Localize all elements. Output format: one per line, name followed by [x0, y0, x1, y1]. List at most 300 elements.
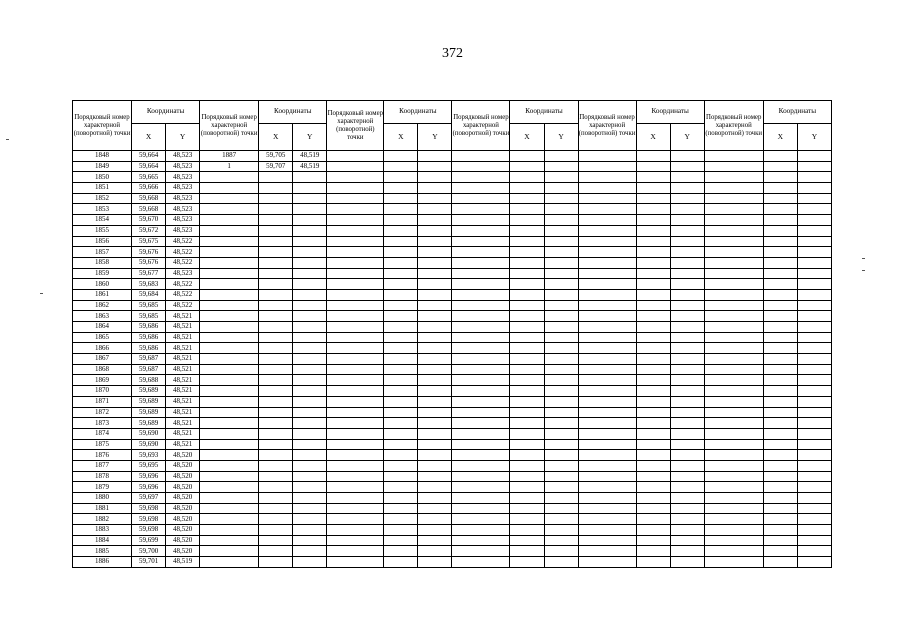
empty-cell	[200, 482, 259, 493]
empty-cell	[200, 183, 259, 194]
empty-cell	[763, 546, 797, 557]
empty-cell	[293, 471, 327, 482]
empty-cell	[327, 322, 384, 333]
empty-cell	[670, 322, 704, 333]
empty-cell	[578, 428, 636, 439]
empty-cell	[418, 247, 452, 258]
y-coordinate-cell: 48,522	[166, 300, 200, 311]
table-row	[73, 503, 832, 514]
empty-cell	[670, 546, 704, 557]
y-coordinate-cell: 48,523	[166, 193, 200, 204]
empty-cell	[797, 204, 831, 215]
table-row	[73, 332, 832, 343]
x-header: X	[384, 124, 418, 151]
empty-cell	[200, 439, 259, 450]
empty-cell	[636, 460, 670, 471]
empty-cell	[544, 268, 578, 279]
empty-cell	[452, 407, 510, 418]
empty-cell	[418, 236, 452, 247]
empty-cell	[544, 471, 578, 482]
empty-cell	[293, 386, 327, 397]
empty-cell	[200, 493, 259, 504]
empty-cell	[418, 482, 452, 493]
empty-cell	[636, 535, 670, 546]
empty-cell	[327, 172, 384, 183]
empty-cell	[327, 236, 384, 247]
empty-cell	[200, 535, 259, 546]
empty-cell	[578, 215, 636, 226]
margin-mark	[40, 293, 43, 294]
point-number-header: Порядковый номер характерной (поворотной) точки	[452, 101, 510, 151]
x-coordinate-cell: 59,689	[132, 396, 166, 407]
x-header: X	[510, 124, 544, 151]
y-coordinate-cell: 48,521	[166, 364, 200, 375]
empty-cell	[452, 151, 510, 162]
point-number-cell: 1855	[73, 225, 132, 236]
empty-cell	[704, 471, 763, 482]
empty-cell	[578, 322, 636, 333]
empty-cell	[670, 514, 704, 525]
empty-cell	[452, 460, 510, 471]
empty-cell	[452, 525, 510, 536]
empty-cell	[763, 172, 797, 183]
empty-cell	[797, 557, 831, 568]
empty-cell	[200, 418, 259, 429]
empty-cell	[797, 300, 831, 311]
table-row	[73, 482, 832, 493]
y-coordinate-cell: 48,521	[166, 375, 200, 386]
empty-cell	[670, 439, 704, 450]
empty-cell	[293, 311, 327, 322]
empty-cell	[704, 215, 763, 226]
empty-cell	[544, 311, 578, 322]
empty-cell	[259, 386, 293, 397]
empty-cell	[636, 546, 670, 557]
empty-cell	[200, 289, 259, 300]
table-row	[73, 493, 832, 504]
empty-cell	[578, 546, 636, 557]
empty-cell	[452, 428, 510, 439]
empty-cell	[452, 257, 510, 268]
point-number-cell: 1862	[73, 300, 132, 311]
empty-cell	[636, 268, 670, 279]
empty-cell	[384, 375, 418, 386]
empty-cell	[418, 471, 452, 482]
y-coordinate-cell: 48,520	[166, 482, 200, 493]
point-number-cell: 1851	[73, 183, 132, 194]
empty-cell	[384, 236, 418, 247]
empty-cell	[670, 204, 704, 215]
empty-cell	[510, 151, 544, 162]
empty-cell	[384, 279, 418, 290]
empty-cell	[763, 300, 797, 311]
empty-cell	[293, 450, 327, 461]
empty-cell	[670, 172, 704, 183]
empty-cell	[200, 525, 259, 536]
empty-cell	[259, 546, 293, 557]
y-coordinate-cell: 48,523	[166, 172, 200, 183]
empty-cell	[797, 535, 831, 546]
empty-cell	[670, 236, 704, 247]
point-number-cell: 1879	[73, 482, 132, 493]
empty-cell	[510, 354, 544, 365]
empty-cell	[293, 407, 327, 418]
empty-cell	[636, 354, 670, 365]
empty-cell	[259, 428, 293, 439]
empty-cell	[510, 471, 544, 482]
empty-cell	[259, 460, 293, 471]
empty-cell	[259, 514, 293, 525]
empty-cell	[259, 450, 293, 461]
empty-cell	[452, 236, 510, 247]
empty-cell	[704, 439, 763, 450]
empty-cell	[763, 396, 797, 407]
empty-cell	[293, 375, 327, 386]
empty-cell	[384, 428, 418, 439]
empty-cell	[578, 418, 636, 429]
empty-cell	[544, 375, 578, 386]
empty-cell	[544, 482, 578, 493]
empty-cell	[704, 428, 763, 439]
empty-cell	[200, 428, 259, 439]
empty-cell	[418, 386, 452, 397]
empty-cell	[704, 535, 763, 546]
empty-cell	[293, 364, 327, 375]
empty-cell	[797, 546, 831, 557]
empty-cell	[763, 557, 797, 568]
point-number-header: Порядковый номер характерной (поворотной) точки	[73, 101, 132, 151]
empty-cell	[327, 204, 384, 215]
empty-cell	[418, 535, 452, 546]
empty-cell	[578, 268, 636, 279]
x-coordinate-cell: 59,666	[132, 183, 166, 194]
point-number-cell: 1887	[200, 151, 259, 162]
empty-cell	[418, 439, 452, 450]
empty-cell	[259, 257, 293, 268]
table-row	[73, 396, 832, 407]
empty-cell	[418, 300, 452, 311]
empty-cell	[797, 172, 831, 183]
empty-cell	[797, 343, 831, 354]
empty-cell	[510, 546, 544, 557]
empty-cell	[704, 407, 763, 418]
empty-cell	[384, 557, 418, 568]
empty-cell	[544, 236, 578, 247]
empty-cell	[418, 364, 452, 375]
table-row	[73, 311, 832, 322]
point-number-cell: 1849	[73, 161, 132, 172]
table-row	[73, 183, 832, 194]
x-coordinate-cell: 59,686	[132, 343, 166, 354]
empty-cell	[636, 343, 670, 354]
empty-cell	[293, 557, 327, 568]
empty-cell	[797, 460, 831, 471]
empty-cell	[510, 236, 544, 247]
x-coordinate-cell: 59,689	[132, 407, 166, 418]
empty-cell	[259, 535, 293, 546]
empty-cell	[636, 503, 670, 514]
empty-cell	[636, 247, 670, 258]
empty-cell	[670, 396, 704, 407]
empty-cell	[452, 535, 510, 546]
empty-cell	[544, 460, 578, 471]
empty-cell	[200, 300, 259, 311]
empty-cell	[704, 204, 763, 215]
empty-cell	[763, 364, 797, 375]
margin-mark	[862, 258, 865, 259]
empty-cell	[636, 236, 670, 247]
empty-cell	[510, 396, 544, 407]
empty-cell	[797, 279, 831, 290]
empty-cell	[578, 439, 636, 450]
empty-cell	[670, 525, 704, 536]
table-row	[73, 386, 832, 397]
y-coordinate-cell: 48,521	[166, 332, 200, 343]
point-number-cell: 1848	[73, 151, 132, 162]
empty-cell	[544, 407, 578, 418]
empty-cell	[578, 514, 636, 525]
empty-cell	[384, 386, 418, 397]
empty-cell	[797, 215, 831, 226]
empty-cell	[670, 364, 704, 375]
empty-cell	[636, 279, 670, 290]
empty-cell	[327, 268, 384, 279]
empty-cell	[704, 557, 763, 568]
x-coordinate-cell: 59,707	[259, 161, 293, 172]
y-coordinate-cell: 48,521	[166, 386, 200, 397]
empty-cell	[636, 514, 670, 525]
empty-cell	[327, 493, 384, 504]
empty-cell	[704, 514, 763, 525]
empty-cell	[418, 396, 452, 407]
empty-cell	[797, 525, 831, 536]
empty-cell	[384, 471, 418, 482]
point-number-cell: 1858	[73, 257, 132, 268]
empty-cell	[636, 332, 670, 343]
empty-cell	[452, 161, 510, 172]
point-number-cell: 1877	[73, 460, 132, 471]
table-row	[73, 428, 832, 439]
empty-cell	[452, 247, 510, 258]
empty-cell	[384, 215, 418, 226]
empty-cell	[670, 268, 704, 279]
empty-cell	[544, 386, 578, 397]
y-coordinate-cell: 48,522	[166, 236, 200, 247]
empty-cell	[327, 161, 384, 172]
table-row	[73, 161, 832, 172]
empty-cell	[704, 375, 763, 386]
empty-cell	[704, 546, 763, 557]
empty-cell	[452, 268, 510, 279]
empty-cell	[327, 375, 384, 386]
empty-cell	[200, 343, 259, 354]
x-coordinate-cell: 59,685	[132, 311, 166, 322]
y-coordinate-cell: 48,523	[166, 225, 200, 236]
empty-cell	[578, 311, 636, 322]
coordinates-header: Координаты	[132, 101, 200, 124]
y-coordinate-cell: 48,521	[166, 322, 200, 333]
x-coordinate-cell: 59,664	[132, 161, 166, 172]
empty-cell	[452, 396, 510, 407]
empty-cell	[259, 215, 293, 226]
x-coordinate-cell: 59,676	[132, 247, 166, 258]
table-row	[73, 450, 832, 461]
empty-cell	[544, 503, 578, 514]
empty-cell	[452, 215, 510, 226]
empty-cell	[763, 439, 797, 450]
y-coordinate-cell: 48,519	[293, 161, 327, 172]
empty-cell	[510, 525, 544, 536]
empty-cell	[763, 236, 797, 247]
empty-cell	[293, 193, 327, 204]
empty-cell	[763, 343, 797, 354]
empty-cell	[670, 354, 704, 365]
empty-cell	[578, 204, 636, 215]
empty-cell	[384, 503, 418, 514]
empty-cell	[510, 375, 544, 386]
empty-cell	[636, 386, 670, 397]
empty-cell	[797, 386, 831, 397]
point-number-cell: 1861	[73, 289, 132, 300]
empty-cell	[797, 407, 831, 418]
empty-cell	[418, 354, 452, 365]
empty-cell	[763, 332, 797, 343]
empty-cell	[578, 535, 636, 546]
empty-cell	[384, 482, 418, 493]
empty-cell	[418, 172, 452, 183]
empty-cell	[418, 407, 452, 418]
empty-cell	[293, 354, 327, 365]
empty-cell	[704, 225, 763, 236]
empty-cell	[293, 460, 327, 471]
empty-cell	[200, 354, 259, 365]
empty-cell	[636, 193, 670, 204]
empty-cell	[327, 300, 384, 311]
empty-cell	[797, 289, 831, 300]
point-number-cell: 1886	[73, 557, 132, 568]
empty-cell	[418, 503, 452, 514]
empty-cell	[578, 236, 636, 247]
empty-cell	[418, 322, 452, 333]
empty-cell	[670, 482, 704, 493]
empty-cell	[763, 193, 797, 204]
point-number-cell: 1853	[73, 204, 132, 215]
y-header: Y	[293, 124, 327, 151]
empty-cell	[452, 482, 510, 493]
empty-cell	[704, 343, 763, 354]
empty-cell	[797, 439, 831, 450]
empty-cell	[704, 482, 763, 493]
empty-cell	[259, 311, 293, 322]
empty-cell	[636, 418, 670, 429]
point-number-cell: 1850	[73, 172, 132, 183]
empty-cell	[293, 183, 327, 194]
point-number-header: Порядковый номер характерной (поворотной) точки	[200, 101, 259, 151]
empty-cell	[259, 268, 293, 279]
empty-cell	[704, 396, 763, 407]
empty-cell	[327, 364, 384, 375]
empty-cell	[510, 418, 544, 429]
empty-cell	[670, 418, 704, 429]
y-coordinate-cell: 48,521	[166, 439, 200, 450]
empty-cell	[418, 546, 452, 557]
empty-cell	[418, 460, 452, 471]
empty-cell	[670, 503, 704, 514]
empty-cell	[578, 172, 636, 183]
empty-cell	[704, 311, 763, 322]
empty-cell	[200, 193, 259, 204]
empty-cell	[418, 450, 452, 461]
x-coordinate-cell: 59,684	[132, 289, 166, 300]
empty-cell	[797, 418, 831, 429]
table-row	[73, 172, 832, 183]
empty-cell	[636, 525, 670, 536]
empty-cell	[384, 172, 418, 183]
empty-cell	[704, 193, 763, 204]
empty-cell	[763, 514, 797, 525]
empty-cell	[763, 525, 797, 536]
empty-cell	[418, 289, 452, 300]
empty-cell	[544, 546, 578, 557]
point-number-header: Порядковый номер характерной (поворотной) точки	[578, 101, 636, 151]
empty-cell	[327, 151, 384, 162]
empty-cell	[327, 354, 384, 365]
empty-cell	[452, 514, 510, 525]
empty-cell	[670, 193, 704, 204]
x-coordinate-cell: 59,688	[132, 375, 166, 386]
empty-cell	[293, 289, 327, 300]
point-number-cell: 1875	[73, 439, 132, 450]
empty-cell	[797, 482, 831, 493]
empty-cell	[418, 493, 452, 504]
point-number-header: Порядковый номер характерной (поворотной) точки	[327, 101, 384, 151]
empty-cell	[259, 364, 293, 375]
empty-cell	[452, 289, 510, 300]
y-coordinate-cell: 48,523	[166, 161, 200, 172]
table-row	[73, 525, 832, 536]
empty-cell	[578, 354, 636, 365]
x-coordinate-cell: 59,670	[132, 215, 166, 226]
empty-cell	[578, 396, 636, 407]
table-row	[73, 236, 832, 247]
table-row	[73, 193, 832, 204]
empty-cell	[327, 311, 384, 322]
empty-cell	[418, 428, 452, 439]
x-coordinate-cell: 59,695	[132, 460, 166, 471]
empty-cell	[763, 407, 797, 418]
empty-cell	[452, 322, 510, 333]
empty-cell	[544, 450, 578, 461]
empty-cell	[636, 407, 670, 418]
empty-cell	[670, 300, 704, 311]
table-row	[73, 322, 832, 333]
empty-cell	[670, 407, 704, 418]
empty-cell	[259, 193, 293, 204]
empty-cell	[578, 257, 636, 268]
x-header: X	[763, 124, 797, 151]
empty-cell	[327, 428, 384, 439]
empty-cell	[293, 268, 327, 279]
empty-cell	[259, 375, 293, 386]
empty-cell	[704, 183, 763, 194]
empty-cell	[544, 418, 578, 429]
x-coordinate-cell: 59,668	[132, 204, 166, 215]
point-number-cell: 1	[200, 161, 259, 172]
empty-cell	[452, 557, 510, 568]
empty-cell	[200, 225, 259, 236]
y-coordinate-cell: 48,522	[166, 279, 200, 290]
table-row	[73, 364, 832, 375]
